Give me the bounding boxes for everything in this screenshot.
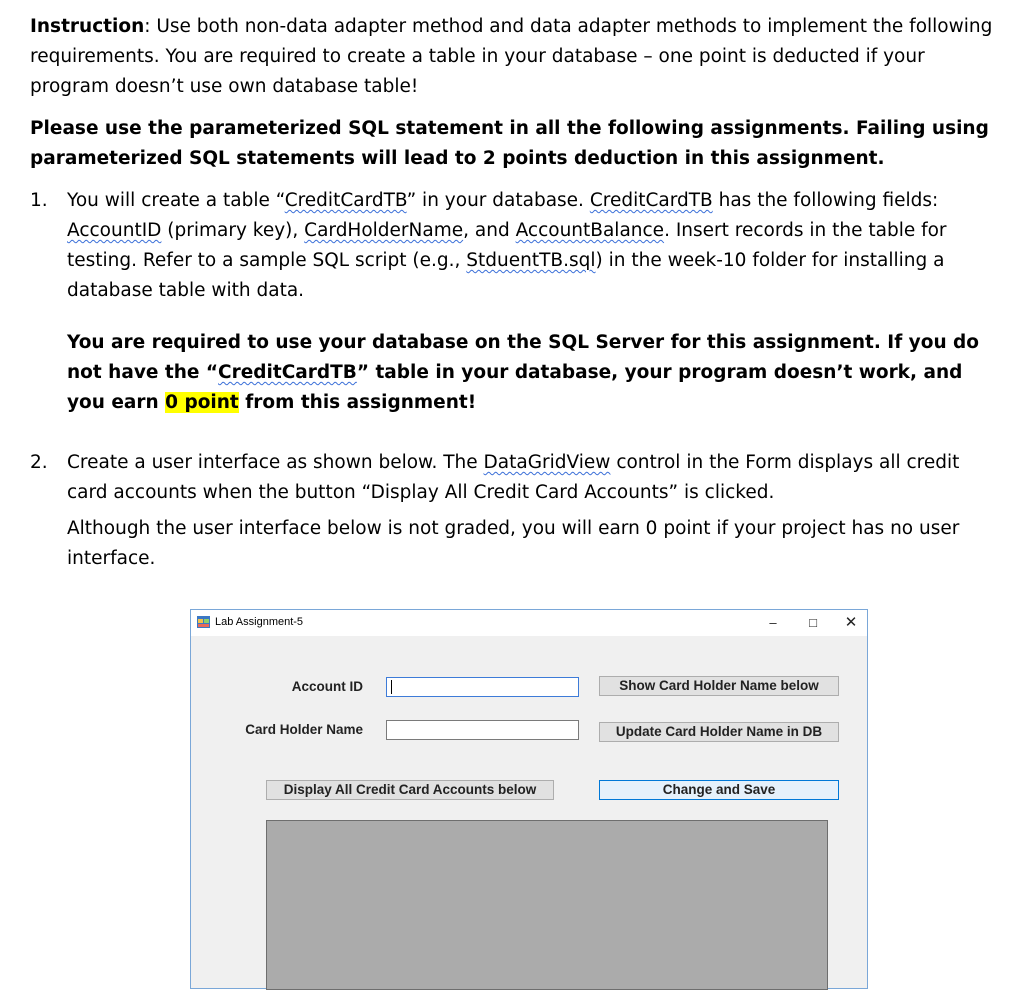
list-number: 1. (30, 190, 48, 211)
list-item-2 (30, 448, 1005, 508)
text-caret (391, 680, 392, 694)
list-number: 2. (30, 452, 48, 473)
item-text: control in the Form displays all credit card accounts when the button “Display All Credit Card Accounts” is clicked. (67, 452, 960, 503)
field-name: AccountBalance (515, 220, 665, 241)
minimize-button[interactable]: – (769, 615, 777, 630)
ui-note: Although the user interface below is not graded, you will earn 0 point if your project has no user interface. (67, 518, 960, 569)
form-window (190, 609, 868, 989)
display-all-accounts-button[interactable]: Display All Credit Card Accounts below (266, 780, 554, 800)
item-text: Create a user interface as shown below. The (67, 452, 484, 473)
card-holder-input[interactable] (386, 720, 579, 740)
item-text: . Insert records in the table for testing. Refer to a sample SQL script (e.g., (67, 220, 947, 271)
warning-text: from this assignment! (238, 392, 477, 413)
maximize-button[interactable]: □ (809, 615, 817, 630)
parameterized-note: Please use the parameterized SQL statement in all the following assignments. Failing using parameterized SQL statements will lead to 2 points deduction in this assignment. (30, 118, 989, 169)
instruction-text: : Use both non-data adapter method and data adapter methods to implement the following requirements. You are required to create a table in your database – one point is deducted if your program doesn’t use own database table! (30, 16, 993, 97)
document-page (30, 12, 1005, 574)
item-text: You will create a table “ (67, 190, 285, 211)
script-name: StduentTB.sql (466, 250, 596, 271)
item-text: (primary key), (161, 220, 305, 241)
instruction-label: Instruction (30, 16, 145, 37)
card-holder-label: Card Holder Name (245, 722, 363, 737)
instruction-paragraph (30, 12, 1005, 102)
list-item-1 (30, 186, 1005, 306)
item-text: ) in the week-10 folder for installing a database table with data. (67, 250, 945, 301)
highlighted-points: 0 point (165, 392, 239, 413)
window-title: Lab Assignment-5 (215, 616, 304, 628)
warning-paragraph (67, 328, 1005, 418)
field-name: AccountID (67, 220, 162, 241)
account-id-label: Account ID (291, 679, 363, 694)
title-bar (191, 610, 867, 636)
control-name: DataGridView (483, 452, 611, 473)
item-text: ” in your database. (406, 190, 590, 211)
table-name: CreditCardTB (589, 190, 713, 211)
warning-text: ” table in your database, your program doesn’t work, and you earn (67, 362, 963, 413)
table-name: CreditCardTB (218, 362, 357, 383)
item-text: has the following fields: (712, 190, 939, 211)
show-card-holder-button[interactable]: Show Card Holder Name below (599, 676, 839, 696)
warning-text: You are required to use your database on the SQL Server for this assignment. If you do not have the “ (67, 332, 980, 383)
account-id-input[interactable] (386, 677, 579, 697)
change-and-save-button[interactable]: Change and Save (599, 780, 839, 800)
accounts-data-grid[interactable] (266, 820, 828, 990)
item-text: , and (463, 220, 516, 241)
app-form-icon (197, 616, 210, 628)
update-card-holder-button[interactable]: Update Card Holder Name in DB (599, 722, 839, 742)
close-button[interactable]: ✕ (844, 614, 858, 631)
table-name: CreditCardTB (284, 190, 407, 211)
field-name: CardHolderName (304, 220, 464, 241)
